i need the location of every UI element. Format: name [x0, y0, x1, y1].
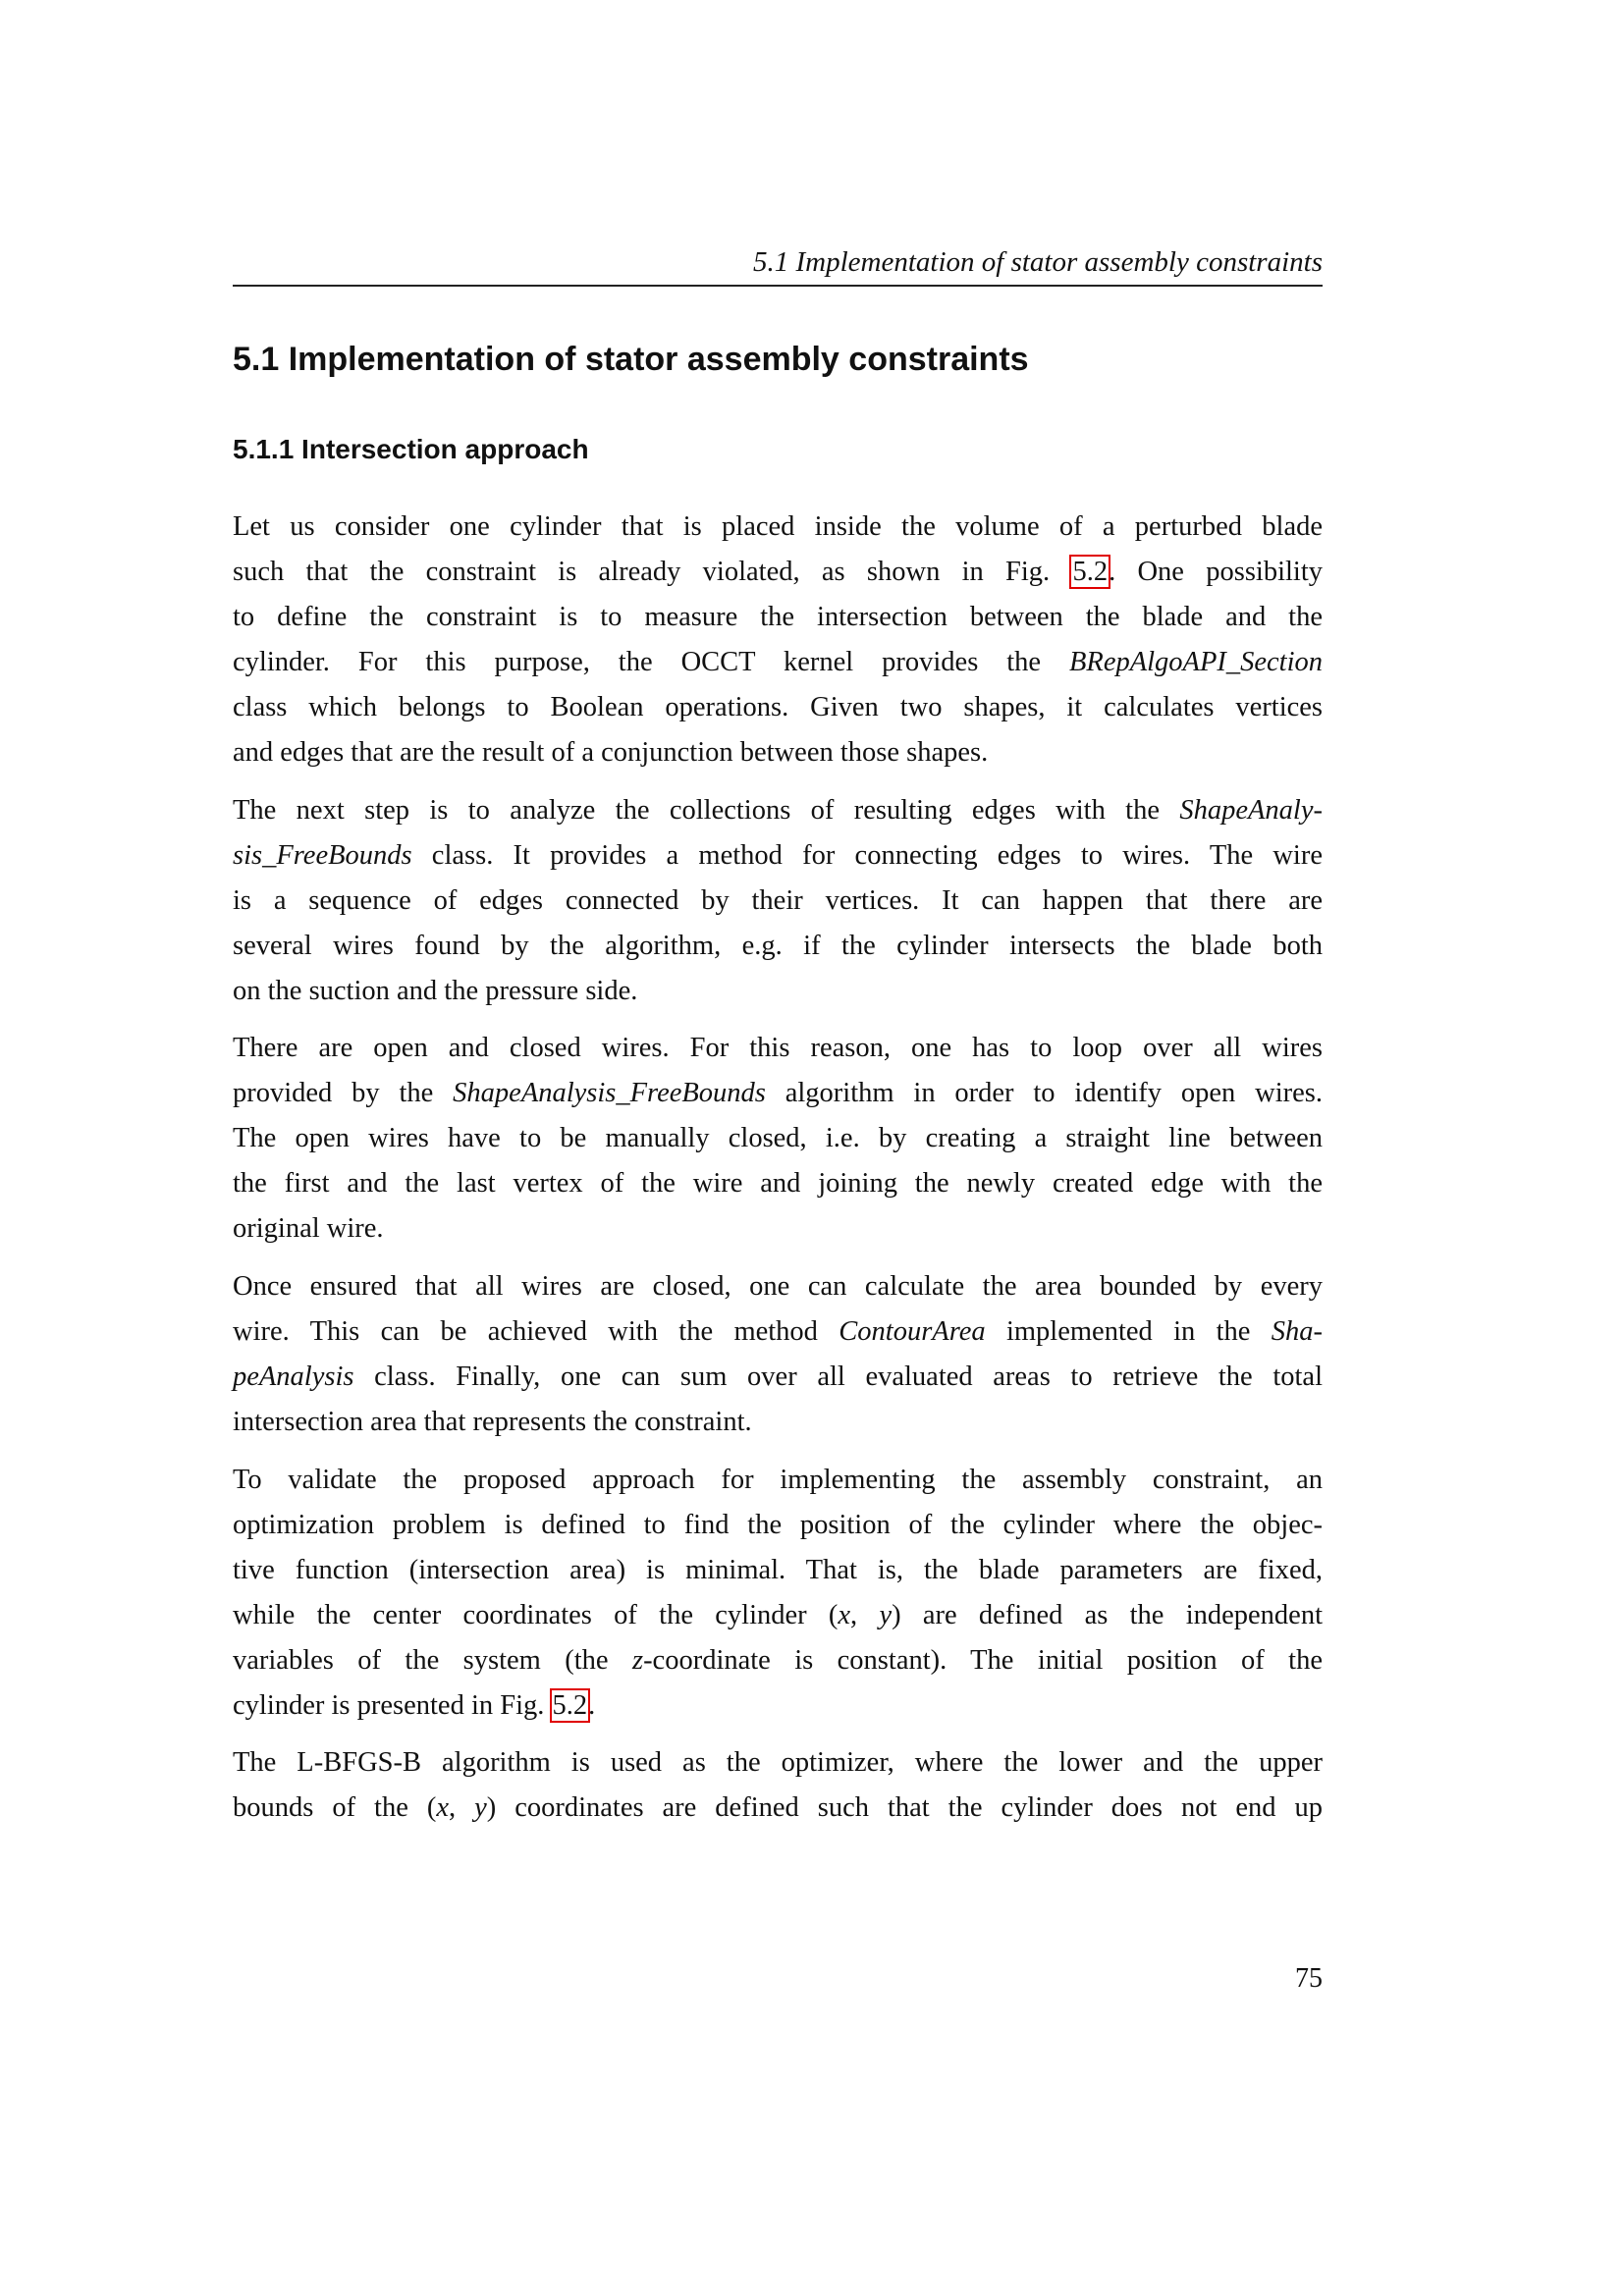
text-run: The open wires have to be manually closed, i.e. by creating a straight line between	[233, 1123, 1323, 1153]
text-line	[233, 969, 1323, 1014]
text-run: provided by the	[233, 1078, 454, 1108]
text-line	[233, 1206, 1323, 1252]
text-run: tive function (intersection area) is minimal. That is, the blade parameters are fixed,	[233, 1555, 1323, 1585]
paragraph	[233, 1264, 1323, 1445]
text-line	[233, 1458, 1323, 1503]
text-line	[233, 1593, 1323, 1638]
text-run: cylinder. For this purpose, the OCCT kernel provides the	[233, 647, 1069, 677]
text-run: Let us consider one cylinder that is placed inside the volume of a perturbed blade	[233, 511, 1323, 542]
section-title: 5.1 Implementation of stator assembly constraints	[233, 341, 1029, 378]
italic-text: Sha-	[1271, 1316, 1323, 1347]
figure-reference-link[interactable]: 5.2	[552, 1690, 588, 1721]
text-run: class which belongs to Boolean operations. Given two shapes, it calculates vertices	[233, 692, 1323, 722]
text-line	[233, 550, 1323, 595]
italic-text: ShapeAnaly-	[1179, 795, 1323, 826]
italic-text: y	[474, 1792, 487, 1823]
text-line	[233, 833, 1323, 879]
paragraph	[233, 788, 1323, 1014]
text-run: Once ensured that all wires are closed, one can calculate the area bounded by every	[233, 1271, 1323, 1302]
italic-text: ContourArea	[839, 1316, 986, 1347]
text-line	[233, 1071, 1323, 1116]
text-line	[233, 685, 1323, 730]
text-run: to define the constraint is to measure the intersection between the blade and the	[233, 602, 1323, 632]
italic-text: BRepAlgoAPI_Section	[1069, 647, 1323, 677]
italic-text: x	[436, 1792, 449, 1823]
text-line	[233, 788, 1323, 833]
italic-text: z	[631, 1645, 644, 1676]
text-run: variables of the system (the	[233, 1645, 632, 1676]
text-line	[233, 1400, 1323, 1445]
text-run: .	[588, 1690, 596, 1721]
text-run: The next step is to analyze the collections of resulting edges with the	[233, 795, 1180, 826]
text-run: ,	[850, 1600, 880, 1630]
paragraph	[233, 1458, 1323, 1729]
text-run: ,	[448, 1792, 475, 1823]
text-run: such that the constraint is already violated, as shown in Fig.	[233, 557, 1072, 587]
italic-text: sis_FreeBounds	[233, 840, 412, 871]
text-run: class. It provides a method for connecting edges to wires. The wire	[411, 840, 1323, 871]
text-line	[233, 730, 1323, 775]
text-run: ) coordinates are defined such that the cylinder does not end up	[486, 1792, 1324, 1823]
text-run: the first and the last vertex of the wire and joining the newly created edge with the	[233, 1168, 1323, 1199]
text-run: and edges that are the result of a conjunction between those shapes.	[233, 737, 989, 768]
text-line	[233, 879, 1323, 924]
subsection-title: 5.1.1 Intersection approach	[233, 434, 589, 464]
text-run: while the center coordinates of the cylinder (	[233, 1600, 839, 1630]
text-line	[233, 1026, 1323, 1071]
page-number: 75	[1295, 1963, 1323, 1994]
text-run: optimization problem is defined to find the position of the cylinder where the objec-	[233, 1510, 1323, 1540]
text-run: To validate the proposed approach for implementing the assembly constraint, an	[233, 1465, 1323, 1495]
text-line	[233, 1503, 1323, 1548]
text-run: algorithm in order to identify open wires.	[765, 1078, 1323, 1108]
text-run: cylinder is presented in Fig.	[233, 1690, 552, 1721]
text-run: ) are defined as the independent	[892, 1600, 1323, 1630]
text-line	[233, 1116, 1323, 1161]
text-line	[233, 505, 1323, 550]
paragraph	[233, 505, 1323, 775]
text-run: There are open and closed wires. For this reason, one has to loop over all wires	[233, 1033, 1323, 1063]
text-run: wire. This can be achieved with the method	[233, 1316, 839, 1347]
text-line	[233, 1638, 1323, 1683]
figure-reference-link[interactable]: 5.2	[1072, 557, 1109, 587]
text-line	[233, 640, 1323, 685]
text-run: implemented in the	[985, 1316, 1272, 1347]
text-run: The L-BFGS-B algorithm is used as the optimizer, where the lower and the upper	[233, 1747, 1323, 1778]
text-run: is a sequence of edges connected by their vertices. It can happen that there are	[233, 885, 1323, 916]
text-line	[233, 924, 1323, 969]
text-run: on the suction and the pressure side.	[233, 976, 638, 1006]
text-run: class. Finally, one can sum over all evaluated areas to retrieve the total	[353, 1362, 1323, 1392]
italic-text: peAnalysis	[233, 1362, 354, 1392]
text-run: bounds of the (	[233, 1792, 437, 1823]
italic-text: y	[879, 1600, 893, 1630]
text-run: original wire.	[233, 1213, 384, 1244]
text-line	[233, 1683, 1323, 1729]
text-line	[233, 595, 1323, 640]
text-line	[233, 1548, 1323, 1593]
header-rule	[233, 285, 1323, 287]
text-line	[233, 1355, 1323, 1400]
text-run: several wires found by the algorithm, e.g. if the cylinder intersects the blade both	[233, 931, 1323, 961]
paragraph	[233, 1740, 1323, 1831]
italic-text: x	[838, 1600, 851, 1630]
text-run: -coordinate is constant). The initial position of the	[643, 1645, 1324, 1676]
text-run: intersection area that represents the constraint.	[233, 1407, 752, 1437]
running-head: 5.1 Implementation of stator assembly constraints	[753, 246, 1323, 278]
italic-text: ShapeAnalysis_FreeBounds	[453, 1078, 766, 1108]
text-line	[233, 1740, 1323, 1786]
text-line	[233, 1309, 1323, 1355]
text-run: . One possibility	[1109, 557, 1324, 587]
paragraph	[233, 1026, 1323, 1252]
text-line	[233, 1264, 1323, 1309]
text-line	[233, 1786, 1323, 1831]
text-line	[233, 1161, 1323, 1206]
